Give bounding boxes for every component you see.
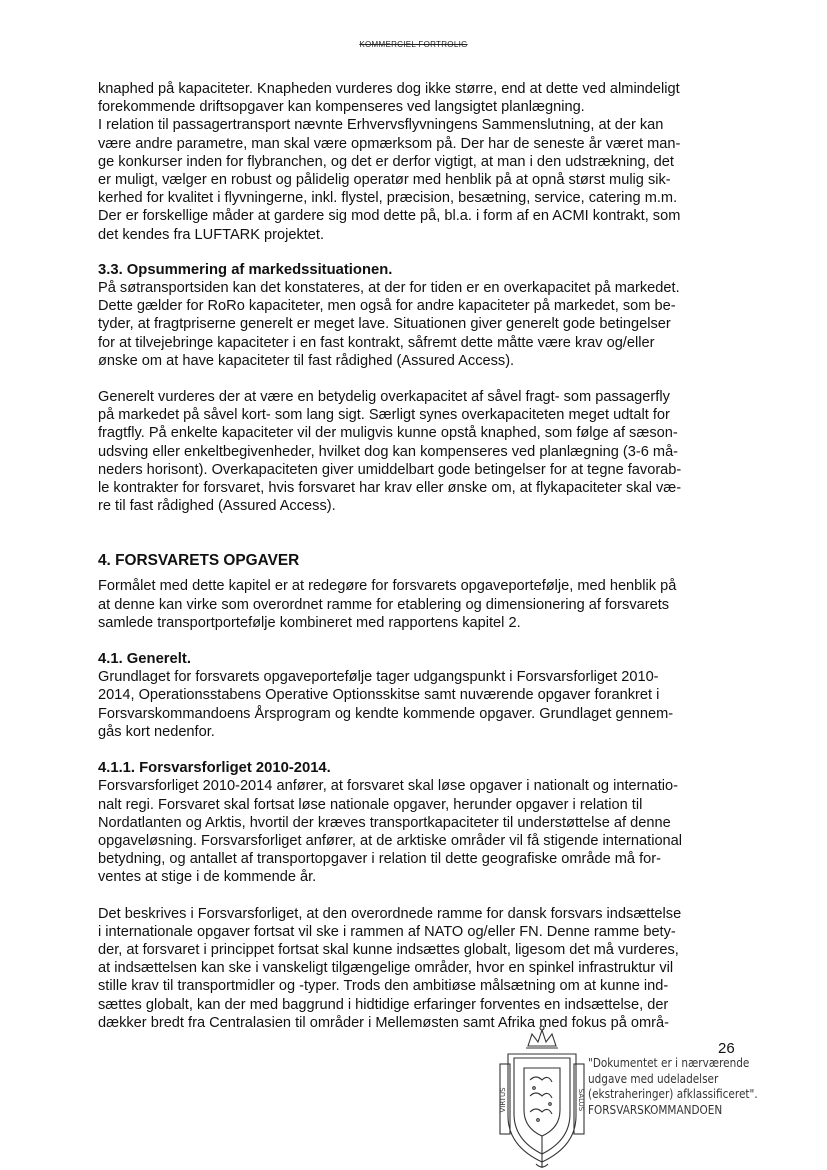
text-line: for at tilvejebringe kapaciteter i en fast kontrakt, såfremt dette måtte være krav og/eller [98, 334, 655, 351]
forsvarskommandoen-seal-icon [498, 1024, 586, 1170]
section-4-paragraph [98, 577, 740, 632]
seal-right-text: SALUS [577, 1088, 585, 1112]
text-line: være andre parametre, man skal være opmærksom på. Der har de seneste år været man- [98, 135, 681, 152]
text-line: I relation til passagertransport nævnte Erhvervsflyvningens Sammenslutning, at der kan [98, 117, 664, 134]
stamp-line: udgave med udeladelser [588, 1071, 719, 1086]
text-line: Formålet med dette kapitel er at redegøre for forsvarets opgaveportefølje, med henblik på [98, 578, 677, 595]
text-line: Grundlaget for forsvarets opgaveportefølje tager udgangspunkt i Forsvarsforliget 2010- [98, 669, 659, 686]
text-line: tyder, at fragtpriserne generelt er meget lave. Situationen giver generelt gode betingelser [98, 316, 671, 333]
text-line: sættes globalt, kan der med baggrund i hidtidige erfaringer forventes en indsættelse, der [98, 996, 669, 1013]
text-line: knaphed på kapaciteter. Knapheden vurderes dog ikke større, end at dette ved almindeligt [98, 81, 680, 97]
text-line: stille krav til transportmidler og -typer. Trods den ambitiøse målsætning om at kunne ind- [98, 978, 669, 995]
text-line: at denne kan virke som overordnet ramme for etablering og dimensionering af forsvarets [98, 596, 670, 613]
text-line: udsving eller enkeltbegivenheder, hvilket dog kan kompenseres ved planlægning (3-6 må- [98, 443, 679, 460]
text-line: Forsvarskommandoens Årsprogram og kendte kommende opgaver. Grundlaget gennem- [98, 705, 674, 722]
text-line: der, at forsvaret i princippet fortsat skal kunne indsættes globalt, ligesom det må vurderes, [98, 941, 679, 958]
text-line: fragtfly. På enkelte kapaciteter vil der muligvis kunne opstå knaphed, som følge af sæson- [98, 425, 678, 442]
text-line: Det beskrives i Forsvarsforliget, at den overordnede ramme for dansk forsvars indsættelse [98, 905, 682, 922]
text-line: Forsvarsforliget 2010-2014 anfører, at forsvaret skal løse opgaver i nationalt og internatio- [98, 778, 678, 795]
stamp-line: "Dokumentet er i nærværende [588, 1056, 750, 1070]
text-line: Der er forskellige måder at gardere sig mod dette på, bl.a. i form af en ACMI kontrakt, som [98, 208, 681, 225]
text-line: ge konkurser inden for flybranchen, og det er derfor vigtigt, at man i den udstrækning, det [98, 153, 674, 170]
text-line: Generelt vurderes der at være en betydelig overkapacitet af såvel fragt- som passagerfly [98, 389, 670, 406]
section-4-1-paragraph [98, 668, 740, 741]
text-line: på markedet på såvel kort- som lang sigt. Særligt synes overkapaciteten meget udtalt for [98, 407, 670, 424]
text-line: neders horisont). Overkapaciteten giver umiddelbart gode betingelser for at tegne favorab- [98, 461, 682, 478]
text-line: nalt regi. Forsvaret skal fortsat løse nationale opgaver, herunder opgaver i relation til [98, 796, 643, 813]
text-line: Dette gælder for RoRo kapaciteter, men også for andre kapaciteter på markedet, som be- [98, 298, 676, 315]
text-line: i internationale opgaver fortsat vil ske i rammen af NATO og/eller FN. Denne ramme bety- [98, 923, 676, 940]
text-line: kerhed for kvalitet i flyvningerne, inkl. flystel, præcision, besætning, service, catering m.m. [98, 190, 678, 207]
section-4-1-1-heading: 4.1.1. Forsvarsforliget 2010-2014. [98, 760, 331, 777]
text-line: samlede transportportefølje kombineret med rapportens kapitel 2. [98, 614, 521, 631]
text-line: forekommende driftsopgaver kan kompenseres ved langsigtet planlægning. [98, 99, 585, 116]
section-3-3-heading: 3.3. Opsummering af markedssituationen. [98, 261, 393, 278]
section-4-1-1-paragraph-2 [98, 905, 740, 1032]
text-line: dækker bredt fra Centralasien til områder i Mellemøsten samt Afrika med fokus på områ- [98, 1014, 669, 1031]
text-line: ventes at stige i de kommende år. [98, 869, 317, 886]
section-4-1-1-paragraph-1 [98, 777, 740, 886]
text-line: 2014, Operationsstabens Operative Optionsskitse samt nuværende opgaver forankret i [98, 687, 660, 704]
stamp-line: (ekstraheringer) afklassificeret". [588, 1087, 758, 1102]
section-4-1-heading: 4.1. Generelt. [98, 651, 191, 668]
text-line: opgaveløsning. Forsvarsforliget anfører, at de arktiske områder vil få stigende international [98, 832, 683, 849]
text-line: betydning, og antallet af transportopgaver i relation til dette geografiske område må for- [98, 851, 661, 868]
text-line: gås kort nedenfor. [98, 723, 215, 740]
stamp-line: FORSVARSKOMMANDOEN [588, 1102, 723, 1117]
section-4-heading: 4. FORSVARETS OPGAVER [98, 552, 300, 570]
classification-header: KOMMERCIEL FORTROLIG [359, 40, 468, 49]
text-line: det kendes fra LUFTARK projektet. [98, 226, 325, 243]
text-line: le kontrakter for forsvaret, hvis forsvaret har krav eller ønske om, at flykapaciteter skal væ- [98, 480, 682, 497]
section-3-3-paragraph-2 [98, 388, 740, 515]
intro-paragraph [98, 80, 740, 244]
seal-left-text: VIRTUS [499, 1087, 507, 1113]
text-line: er muligt, vælger en robust og pålidelig operatør med henblik på at opnå størst mulig sik- [98, 172, 671, 189]
section-3-3-paragraph-1 [98, 279, 740, 370]
text-line: at indsættelsen kan ske i vanskeligt tilgængelige områder, hvor en spinkel infrastruktur vil [98, 960, 674, 977]
page-number: 26 [718, 1040, 735, 1057]
text-line: På søtransportsiden kan det konstateres, at der for tiden er en overkapacitet på markedet. [98, 280, 680, 297]
declassification-stamp [588, 1056, 760, 1118]
text-line: re til fast rådighed (Assured Access). [98, 498, 336, 515]
text-line: Nordatlanten og Arktis, hvortil der kræves transportkapaciteter til understøttelse af denne [98, 814, 671, 831]
text-line: ønske om at have kapaciteter til fast rådighed (Assured Access). [98, 352, 515, 369]
page-content [98, 80, 740, 1032]
